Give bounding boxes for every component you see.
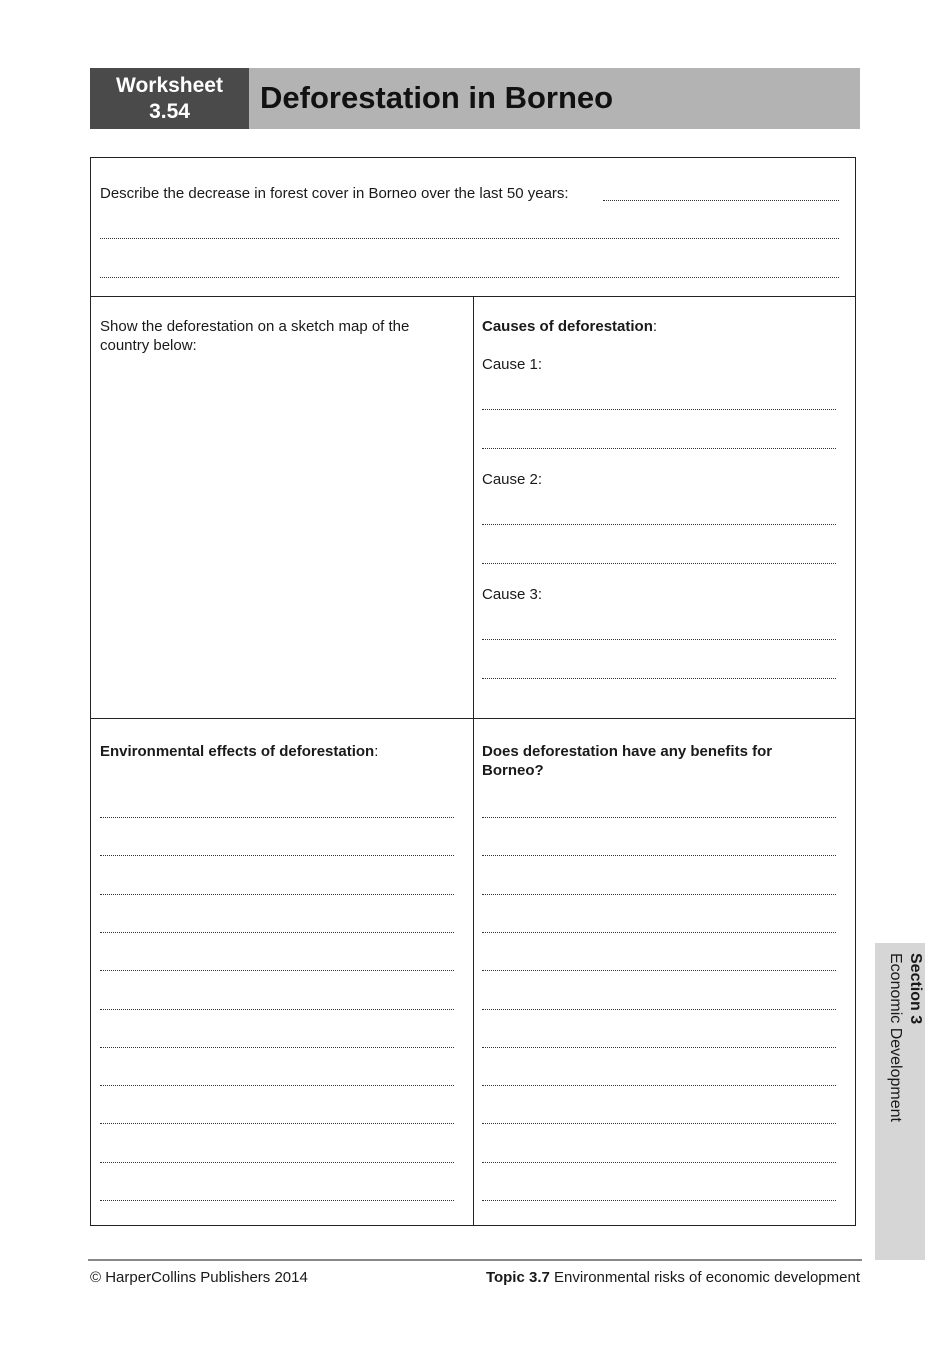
answer-line[interactable] — [482, 524, 836, 525]
answer-line[interactable] — [100, 1009, 454, 1010]
causes-heading: Causes of deforestation: — [482, 318, 658, 335]
effects-heading: Environmental effects of deforestation: — [100, 743, 379, 760]
answer-line[interactable] — [482, 1162, 836, 1163]
answer-line[interactable] — [100, 817, 454, 818]
answer-line[interactable] — [482, 448, 836, 449]
worksheet-header — [90, 68, 860, 129]
answer-line[interactable] — [482, 970, 836, 971]
section-subject: Economic Development — [887, 953, 904, 1122]
answer-line[interactable] — [482, 678, 836, 679]
answer-line[interactable] — [100, 1162, 454, 1163]
answer-line[interactable] — [100, 238, 839, 239]
answer-line[interactable] — [100, 1200, 454, 1201]
answer-line[interactable] — [482, 1123, 836, 1124]
side-tab-text — [885, 953, 925, 1122]
answer-line[interactable] — [100, 932, 454, 933]
worksheet-grid — [90, 157, 856, 1226]
benefits-question: Does deforestation have any benefits for Borneo? — [482, 743, 773, 779]
answer-line[interactable] — [100, 970, 454, 971]
answer-line[interactable] — [482, 855, 836, 856]
answer-line[interactable] — [100, 1085, 454, 1086]
cause-3-label: Cause 3: — [482, 586, 543, 603]
answer-line[interactable] — [482, 563, 836, 564]
worksheet-label: Worksheet — [116, 73, 223, 97]
answer-line[interactable] — [482, 817, 836, 818]
answer-line[interactable] — [482, 1200, 836, 1201]
section-side-tab — [875, 943, 925, 1260]
answer-line[interactable] — [100, 894, 454, 895]
answer-line[interactable] — [482, 1047, 836, 1048]
answer-line[interactable] — [100, 1047, 454, 1048]
answer-line[interactable] — [482, 932, 836, 933]
answer-line[interactable] — [100, 855, 454, 856]
sketch-map-area[interactable] — [100, 358, 462, 708]
worksheet-number-box — [90, 68, 249, 129]
page-title: Deforestation in Borneo — [260, 80, 614, 115]
answer-line[interactable] — [482, 1085, 836, 1086]
answer-line[interactable] — [100, 277, 839, 278]
worksheet-number: 3.54 — [149, 99, 190, 123]
sketch-map-question: Show the deforestation on a sketch map of the country below: — [100, 318, 410, 354]
answer-line[interactable] — [482, 409, 836, 410]
column-divider — [473, 296, 474, 1225]
footer-rule — [88, 1259, 862, 1261]
answer-line[interactable] — [482, 1009, 836, 1010]
footer-copyright: © HarperCollins Publishers 2014 — [90, 1269, 308, 1286]
cause-1-label: Cause 1: — [482, 356, 543, 373]
footer-topic: Topic 3.7 Environmental risks of economic development — [485, 1269, 860, 1286]
describe-question: Describe the decrease in forest cover in Borneo over the last 50 years: — [100, 185, 569, 202]
answer-line[interactable] — [482, 894, 836, 895]
answer-line[interactable] — [603, 200, 839, 201]
cause-2-label: Cause 2: — [482, 471, 543, 488]
answer-line[interactable] — [482, 639, 836, 640]
answer-line[interactable] — [100, 1123, 454, 1124]
section-label: Section 3 — [907, 953, 924, 1025]
